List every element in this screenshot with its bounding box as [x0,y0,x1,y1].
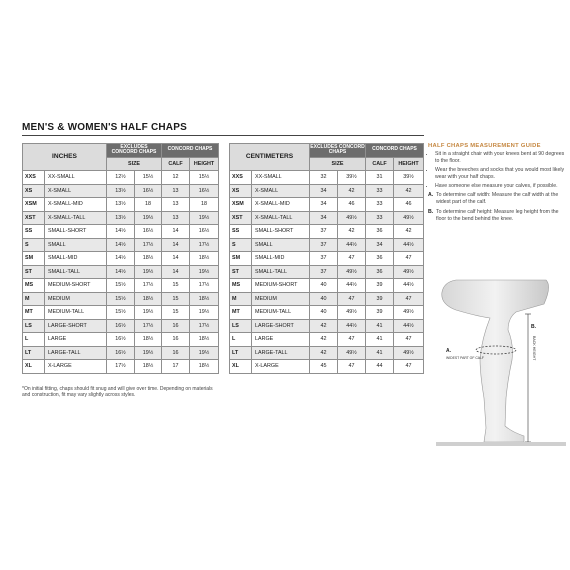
height-value: 18 [135,198,162,212]
size-name: X-SMALL-TALL [45,211,107,225]
size-code: XL [23,360,45,374]
concord-height-value: 16½ [190,184,219,198]
guide-bullet: • Sit in a straight chair with your knees bent at 90 degrees to the floor. [435,151,568,164]
concord-height-value: 18 [190,198,219,212]
calf-value: 12½ [107,171,135,185]
concord-height-value: 16½ [190,225,219,239]
concord-calf-value: 15 [162,306,190,320]
leg-silhouette [442,280,549,442]
calf-value: 16½ [107,319,135,333]
concord-height-value: 46 [394,198,424,212]
label-widest-calf: WIDEST PART OF CALF [446,356,484,360]
size-code: XSM [23,198,45,212]
size-name: MEDIUM-SHORT [252,279,310,293]
height-value: 49½ [338,346,366,360]
size-row [230,319,424,333]
concord-height-value: 18½ [190,360,219,374]
size-name: LARGE-SHORT [252,319,310,333]
concord-height-value: 18½ [190,252,219,266]
calf-value: 15½ [107,292,135,306]
height-value: 44½ [338,238,366,252]
calf-value: 14½ [107,252,135,266]
height-value: 17½ [135,238,162,252]
size-row [23,360,219,374]
concord-height-value: 19½ [190,346,219,360]
size-row [23,279,219,293]
inches-size-table [22,143,219,374]
size-row [23,319,219,333]
concord-calf-value: 15 [162,292,190,306]
size-name: X-LARGE [252,360,310,374]
size-name: MEDIUM-TALL [252,306,310,320]
size-row [23,198,219,212]
calf-value: 14½ [107,225,135,239]
label-a: A. [446,348,451,354]
size-code: LS [23,319,45,333]
size-name: LARGE-TALL [252,346,310,360]
size-code: S [23,238,45,252]
height-header: HEIGHT [394,157,424,171]
calf-header: CALF [366,157,394,171]
concord-height-value: 17½ [190,238,219,252]
size-row [230,306,424,320]
calf-value: 40 [310,306,338,320]
concord-calf-value: 36 [366,252,394,266]
concord-calf-value: 39 [366,292,394,306]
size-row [230,171,424,185]
size-code: L [23,333,45,347]
size-row [230,184,424,198]
concord-calf-value: 44 [366,360,394,374]
concord-calf-value: 16 [162,346,190,360]
height-value: 46 [338,198,366,212]
height-value: 47 [338,252,366,266]
concord-calf-value: 41 [366,346,394,360]
concord-calf-value: 12 [162,171,190,185]
size-name: MEDIUM-SHORT [45,279,107,293]
calf-value: 34 [310,198,338,212]
label-back-height: BACK HEIGHT [532,336,536,361]
concord-calf-value: 14 [162,225,190,239]
height-value: 18½ [135,360,162,374]
concord-height-value: 42 [394,225,424,239]
leg-measurement-illustration [436,278,566,448]
size-row [230,252,424,266]
concord-calf-value: 39 [366,306,394,320]
fit-footnote: *On initial fitting, chaps should fit snug and will give over time. Depending on materials and construction, fit may vary slightly across styles. [22,386,213,399]
size-name: LARGE-SHORT [45,319,107,333]
calf-value: 14½ [107,265,135,279]
label-b: B. [531,324,536,330]
height-header: HEIGHT [190,157,219,171]
height-value: 47 [338,360,366,374]
size-row [23,252,219,266]
height-value: 18½ [135,333,162,347]
measurement-guide [428,143,568,226]
concord-calf-value: 15 [162,279,190,293]
guide-step-a: A. To determine calf width: Measure the calf width at the widest part of the calf. [428,192,559,205]
title-divider [22,135,424,136]
size-code: XXS [230,171,252,185]
height-value: 16½ [135,184,162,198]
size-row [230,279,424,293]
size-row [230,265,424,279]
size-code: XS [23,184,45,198]
concord-calf-value: 36 [366,225,394,239]
size-code: SS [23,225,45,239]
calf-value: 42 [310,346,338,360]
size-row [230,211,424,225]
height-value: 42 [338,184,366,198]
concord-calf-value: 33 [366,198,394,212]
concord-calf-value: 36 [366,265,394,279]
concord-height-value: 49½ [394,346,424,360]
size-row [230,238,424,252]
concord-calf-value: 16 [162,333,190,347]
size-code: LT [230,346,252,360]
concord-height-value: 44½ [394,238,424,252]
concord-height-value: 47 [394,292,424,306]
concord-height-value: 44½ [394,319,424,333]
size-code: XST [23,211,45,225]
concord-height-value: 19½ [190,265,219,279]
concord-height-value: 47 [394,252,424,266]
size-row [23,184,219,198]
size-row [23,306,219,320]
excludes-concord-header: EXCLUDES CONCORD CHAPS [107,144,162,158]
centimeters-size-table [229,143,424,374]
concord-calf-value: 39 [366,279,394,293]
concord-height-value: 42 [394,184,424,198]
size-name: SMALL [252,238,310,252]
concord-calf-value: 14 [162,265,190,279]
size-name: X-LARGE [45,360,107,374]
concord-height-value: 49½ [394,211,424,225]
size-code: LT [23,346,45,360]
guide-step-b: B. To determine calf height: Measure leg height from the floor to the bend behind the knee. [428,209,559,222]
height-value: 17½ [135,279,162,293]
concord-calf-value: 14 [162,252,190,266]
size-row [23,225,219,239]
calf-value: 45 [310,360,338,374]
size-code: MS [23,279,45,293]
size-name: SMALL-SHORT [45,225,107,239]
size-name: LARGE [45,333,107,347]
height-value: 19½ [135,211,162,225]
calf-value: 15½ [107,306,135,320]
concord-height-value: 39½ [394,171,424,185]
guide-bullet: • Wear the breeches and socks that you would most likely wear with your half chaps. [435,167,568,180]
height-value: 49½ [338,265,366,279]
calf-value: 34 [310,184,338,198]
size-name: SMALL-TALL [252,265,310,279]
size-row [230,333,424,347]
size-row [23,171,219,185]
size-header: SIZE [310,157,366,171]
size-code: ST [23,265,45,279]
concord-height-value: 19½ [190,211,219,225]
size-name: X-SMALL-TALL [252,211,310,225]
height-value: 39½ [338,171,366,185]
size-name: LARGE-TALL [45,346,107,360]
size-code: XL [230,360,252,374]
size-row [23,238,219,252]
size-name: SMALL-MID [252,252,310,266]
size-name: SMALL-MID [45,252,107,266]
concord-calf-value: 13 [162,198,190,212]
calf-value: 16½ [107,346,135,360]
concord-calf-value: 31 [366,171,394,185]
unit-header: INCHES [23,144,107,171]
unit-header: CENTIMETERS [230,144,310,171]
height-value: 49½ [338,211,366,225]
concord-height-value: 49½ [394,265,424,279]
calf-value: 16½ [107,333,135,347]
excludes-concord-header: EXCLUDES CONCORD CHAPS [310,143,365,156]
calf-value: 42 [310,319,338,333]
size-code: ST [230,265,252,279]
size-header: SIZE [107,157,162,171]
size-name: MEDIUM-TALL [45,306,107,320]
calf-value: 37 [310,265,338,279]
size-code: SM [230,252,252,266]
concord-calf-value: 34 [366,238,394,252]
page-title: MEN'S & WOMEN'S HALF CHAPS [22,122,187,133]
height-value: 18½ [135,292,162,306]
size-code: MT [230,306,252,320]
size-row [23,265,219,279]
size-code: L [230,333,252,347]
height-value: 16½ [135,225,162,239]
height-value: 19½ [135,306,162,320]
calf-value: 34 [310,211,338,225]
size-row [23,211,219,225]
height-value: 15½ [135,171,162,185]
size-row [230,346,424,360]
size-row [23,292,219,306]
size-code: XS [230,184,252,198]
calf-value: 42 [310,333,338,347]
concord-calf-value: 41 [366,333,394,347]
height-value: 17½ [135,319,162,333]
size-code: SM [23,252,45,266]
guide-title: HALF CHAPS MEASUREMENT GUIDE [428,143,541,149]
concord-height-value: 49½ [394,306,424,320]
size-name: XX-SMALL [45,171,107,185]
calf-value: 14½ [107,238,135,252]
calf-value: 13½ [107,184,135,198]
height-value: 19½ [135,265,162,279]
concord-height-value: 47 [394,360,424,374]
size-row [230,292,424,306]
height-value: 47 [338,292,366,306]
size-code: S [230,238,252,252]
size-name: MEDIUM [45,292,107,306]
size-code: SS [230,225,252,239]
size-row [23,333,219,347]
size-name: SMALL [45,238,107,252]
calf-value: 32 [310,171,338,185]
height-value: 44½ [338,279,366,293]
calf-value: 40 [310,292,338,306]
size-code: M [230,292,252,306]
concord-calf-value: 16 [162,319,190,333]
size-name: X-SMALL [45,184,107,198]
size-name: X-SMALL-MID [45,198,107,212]
concord-calf-value: 13 [162,211,190,225]
calf-value: 37 [310,238,338,252]
height-value: 49½ [338,306,366,320]
height-value: 18½ [135,252,162,266]
concord-height-value: 44½ [394,279,424,293]
height-value: 47 [338,333,366,347]
calf-value: 15½ [107,279,135,293]
calf-value: 37 [310,225,338,239]
height-value: 19½ [135,346,162,360]
size-code: XST [230,211,252,225]
size-name: X-SMALL-MID [252,198,310,212]
guide-bullet: • Have someone else measure your calves, if possible. [435,183,568,189]
calf-value: 13½ [107,211,135,225]
concord-calf-value: 13 [162,184,190,198]
size-name: SMALL-TALL [45,265,107,279]
concord-calf-value: 33 [366,184,394,198]
concord-height-value: 19½ [190,306,219,320]
size-code: M [23,292,45,306]
concord-header: CONCORD CHAPS [162,144,219,158]
height-value: 42 [338,225,366,239]
concord-height-value: 15½ [190,171,219,185]
concord-height-value: 18½ [190,292,219,306]
size-row [230,225,424,239]
size-code: XXS [23,171,45,185]
size-name: X-SMALL [252,184,310,198]
calf-value: 17½ [107,360,135,374]
size-name: MEDIUM [252,292,310,306]
concord-header: CONCORD CHAPS [366,144,424,158]
calf-value: 37 [310,252,338,266]
size-code: XSM [230,198,252,212]
concord-height-value: 18½ [190,333,219,347]
concord-calf-value: 14 [162,238,190,252]
size-code: MS [230,279,252,293]
concord-height-value: 17½ [190,319,219,333]
size-row [230,360,424,374]
size-row [23,346,219,360]
calf-value: 40 [310,279,338,293]
concord-calf-value: 17 [162,360,190,374]
concord-calf-value: 33 [366,211,394,225]
size-name: XX-SMALL [252,171,310,185]
size-code: LS [230,319,252,333]
calf-header: CALF [162,157,190,171]
size-name: LARGE [252,333,310,347]
calf-value: 13½ [107,198,135,212]
height-value: 44½ [338,319,366,333]
size-name: SMALL-SHORT [252,225,310,239]
size-row [230,198,424,212]
size-code: MT [23,306,45,320]
concord-calf-value: 41 [366,319,394,333]
concord-height-value: 17½ [190,279,219,293]
concord-height-value: 47 [394,333,424,347]
